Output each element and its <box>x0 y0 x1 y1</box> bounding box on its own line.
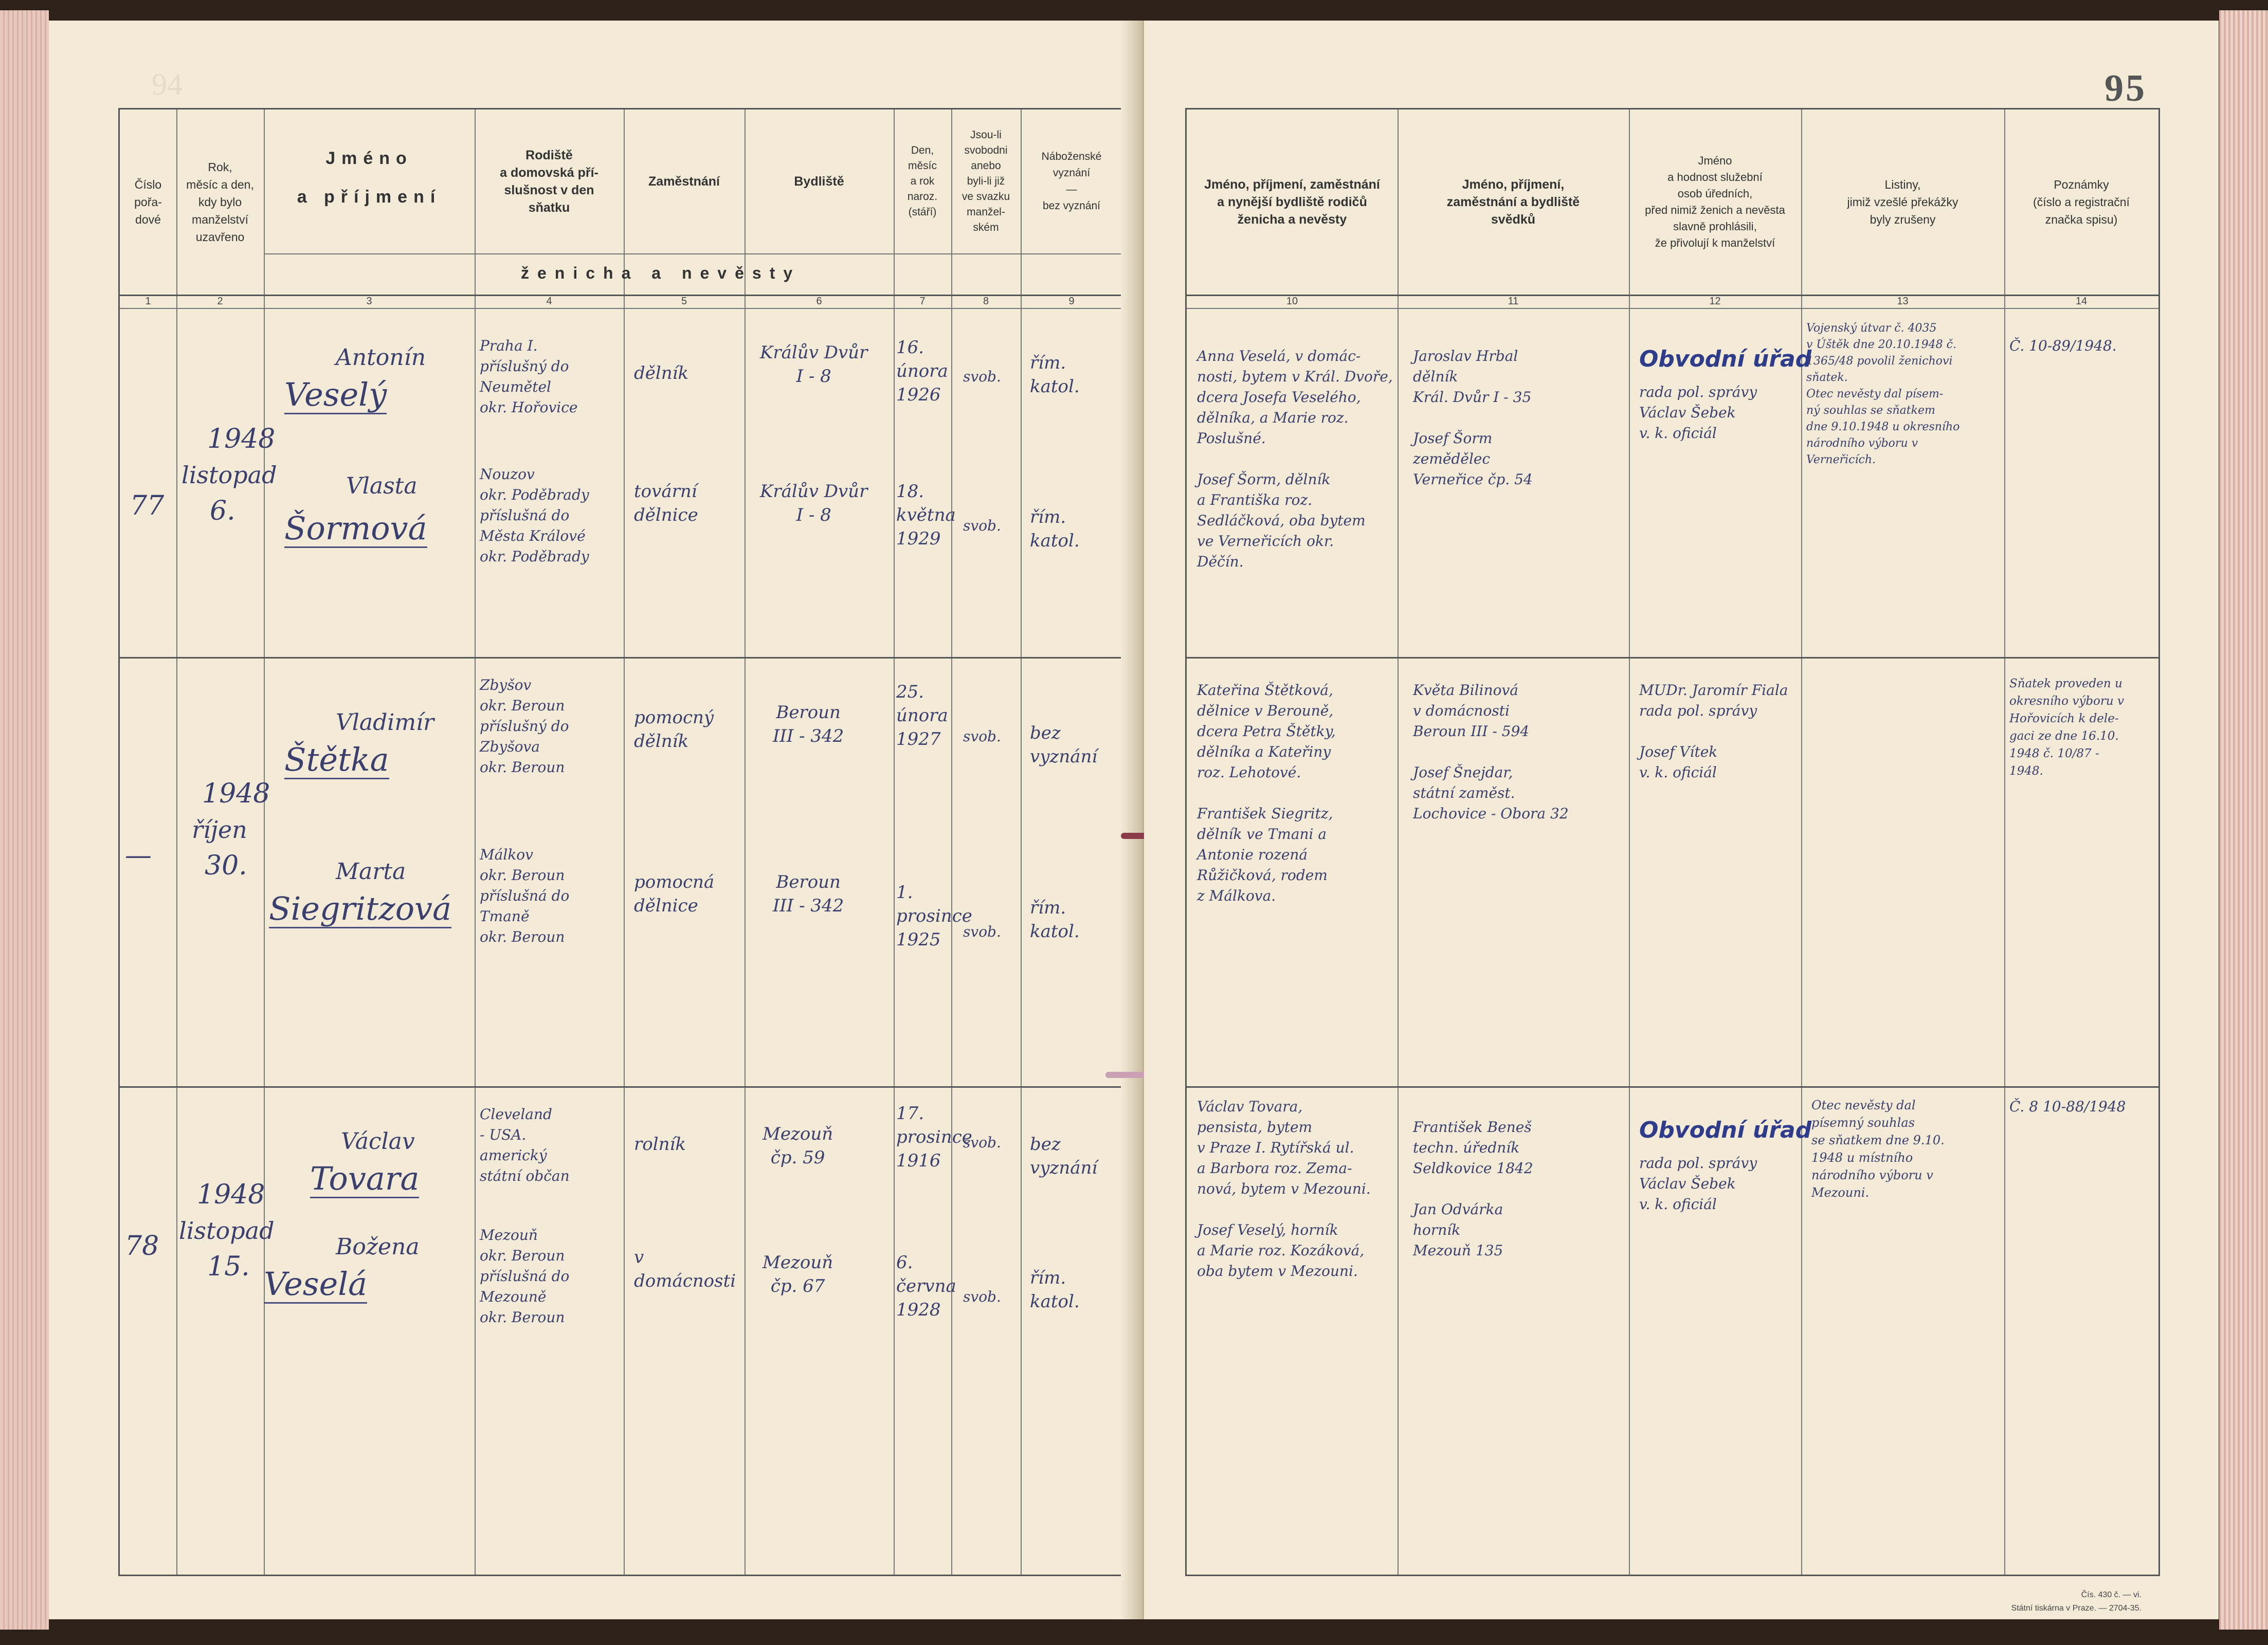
right-register-table <box>1185 108 2160 1576</box>
form-number: Čís. 430 č. — vi. <box>2081 1591 2142 1599</box>
entry-year: 1948 <box>202 778 270 809</box>
col-number: 8 <box>983 296 989 307</box>
bride-status: svob. <box>963 1288 1001 1305</box>
groom-birthdate: 17. prosince 1916 <box>896 1103 972 1171</box>
entry-day: 6. <box>210 496 235 526</box>
bride-status: svob. <box>963 517 1001 534</box>
col-header-residence: Bydliště <box>794 174 844 189</box>
groom-surname: Štětka <box>284 741 389 778</box>
groom-birthdate: 25. února 1927 <box>896 682 948 750</box>
groom-occupation: pomocný dělník <box>634 707 714 752</box>
col-header-religion: Náboženské vyznání — bez vyznání <box>1041 151 1102 212</box>
bride-first-name: Božena <box>336 1234 420 1260</box>
entry-day: 30. <box>205 850 247 881</box>
col-header-officials: Jméno a hodnost služební osob úředních, před nimiž ženich a nevěsta slavně prohlásili, že přivolují k manželství <box>1645 154 1785 249</box>
groom-residence: Mezouň čp. 59 <box>763 1124 833 1168</box>
left-page <box>49 21 1144 1619</box>
right-page-edges <box>2219 10 2268 1630</box>
subheader-groom-bride: ženicha a nevěsty <box>521 264 801 282</box>
left-register-table <box>118 108 1124 1576</box>
col-number: 10 <box>1286 296 1298 307</box>
groom-residence: Králův Dvůr I - 8 <box>760 342 868 387</box>
bride-residence: Králův Dvůr I - 8 <box>760 481 868 525</box>
groom-religion: řím. katol. <box>1030 353 1080 397</box>
bride-occupation: pomocná dělnice <box>634 872 715 916</box>
col-number: 2 <box>217 296 223 307</box>
bride-birthplace: Málkov okr. Beroun příslušná do Tmaně okr. Beroun <box>480 846 570 945</box>
groom-status: svob. <box>963 1134 1001 1151</box>
parents-info: Kateřina Štětková, dělnice v Berouně, dcera Petra Štětky, dělníka a Kateřiny roz. Lehotové. František Siegritz, dělník ve Tmani a Antonie rozená Růžičková, rodem z Málkova. <box>1197 682 1336 904</box>
col-number: 9 <box>1068 296 1075 307</box>
col-number: 13 <box>1897 296 1909 307</box>
official-info: rada pol. správy Václav Šebek v. k. oficiál <box>1639 1155 1757 1213</box>
groom-first-name: Vladimír <box>336 709 434 736</box>
documents-info: Otec nevěsty dal písemný souhlas se sňatkem dne 9.10. 1948 u místního národního výboru v Mezouni. <box>1811 1098 1945 1200</box>
col-header-surname: a příjmení <box>297 187 442 207</box>
bride-surname: Siegritzová <box>269 890 452 927</box>
entry-day: 15. <box>207 1251 250 1282</box>
notes-info: Č. 8 10-88/1948 <box>2009 1098 2126 1115</box>
col-number: 5 <box>681 296 687 307</box>
entry-month: říjen <box>192 816 247 844</box>
col-header-birthplace: Rodiště a domovská pří- slušnost v den sňatku <box>500 148 598 215</box>
parents-info: Václav Tovara, pensista, bytem v Praze I. Rytířská ul. a Barbora roz. Zema- nová, bytem v Mezouni. Josef Veselý, horník a Marie roz. Kozáková, oba bytem v Mezouni. <box>1197 1098 1371 1280</box>
printer-imprint <box>2011 1588 2142 1615</box>
bride-occupation: v domácnosti <box>634 1247 736 1291</box>
col-header-occupation: Zaměstnání <box>648 174 720 189</box>
groom-religion: bez vyznání <box>1030 1134 1098 1178</box>
col-number: 11 <box>1508 296 1519 307</box>
bride-occupation: tovární dělnice <box>634 481 698 525</box>
col-number: 7 <box>919 296 926 307</box>
col-header-birthdate: Den, měsíc a rok naroz. (stáří) <box>907 144 938 218</box>
col-header-order: Číslo pořa- dové <box>134 178 162 226</box>
bride-birthdate: 1. prosince 1925 <box>896 882 972 950</box>
entry-number: 77 <box>130 490 165 521</box>
official-info: MUDr. Jaromír Fiala rada pol. správy Josef Vítek v. k. oficiál <box>1639 682 1788 781</box>
groom-birthplace: Zbyšov okr. Beroun příslušný do Zbyšova okr. Beroun <box>480 677 569 776</box>
groom-birthplace: Praha I. příslušný do Neumětel okr. Hořovice <box>480 337 578 416</box>
entry-year: 1948 <box>197 1179 265 1210</box>
parents-info: Anna Veselá, v domác- nosti, bytem v Král. Dvoře, dcera Josefa Veselého, dělníka, a Marie roz. Poslušné. Josef Šorm, dělník a Františka roz. Sedláčková, oba bytem ve Verneřicích okr. Děčín. <box>1197 348 1393 570</box>
page-number: 95 <box>2104 67 2147 109</box>
groom-surname: Veselý <box>284 376 387 413</box>
witnesses-info: Květa Bilinová v domácnosti Beroun III - 594 Josef Šnejdar, státní zaměst. Lochovice - Obora 32 <box>1413 682 1569 822</box>
bleedthrough-number: 94 <box>152 67 183 101</box>
groom-first-name: Václav <box>341 1128 415 1155</box>
official-stamp: Obvodní úřad <box>1639 346 1812 372</box>
bride-religion: řím. katol. <box>1030 507 1080 551</box>
col-header-parents: Jméno, příjmení, zaměstnání a nynější bydliště rodičů ženicha a nevěsty <box>1204 177 1380 227</box>
col-header-notes: Poznámky (číslo a registrační značka spisu) <box>2033 178 2130 226</box>
bride-birthdate: 6. června 1928 <box>896 1252 956 1320</box>
groom-birthdate: 16. února 1926 <box>896 337 948 405</box>
notes-info: Sňatek proveden u okresního výboru v Hořovicích k dele- gaci ze dne 16.10. 1948 č. 10/87 - 1948. <box>2009 677 2125 778</box>
groom-occupation: rolník <box>634 1134 686 1155</box>
col-number: 6 <box>816 296 822 307</box>
bride-status: svob. <box>963 923 1001 940</box>
groom-first-name: Antonín <box>336 344 426 371</box>
bride-residence: Mezouň čp. 67 <box>763 1252 833 1296</box>
bride-surname: Veselá <box>264 1265 368 1303</box>
col-header-marital-status: Jsou-li svobodni anebo byli-li již ve svazku manžel- ském <box>961 129 1010 233</box>
col-number: 4 <box>546 296 552 307</box>
col-header-documents: Listiny, jimiž vzešlé překážky byly zrušeny <box>1847 178 1958 226</box>
witnesses-info: Jaroslav Hrbal dělník Král. Dvůr I - 35 Josef Šorm zemědělec Verneřice čp. 54 <box>1413 348 1533 488</box>
bride-birthplace: Nouzov okr. Poděbrady příslušná do Města Králové okr. Poděbrady <box>480 466 589 565</box>
bride-religion: řím. katol. <box>1030 898 1080 942</box>
entry-number: 78 <box>125 1231 159 1262</box>
entry-number: — <box>125 840 152 871</box>
official-stamp: Obvodní úřad <box>1639 1117 1812 1143</box>
entry-month: listopad <box>179 1217 275 1245</box>
groom-status: svob. <box>963 728 1001 745</box>
bride-birthdate: 18. května 1929 <box>896 481 956 549</box>
left-page-edges <box>0 10 49 1630</box>
groom-status: svob. <box>963 368 1001 385</box>
col-number: 12 <box>1709 296 1721 307</box>
printer-name: Státní tiskárna v Praze. — 2704-35. <box>2011 1604 2142 1613</box>
col-header-marriage-date: Rok, měsíc a den, kdy bylo manželství uzavřeno <box>186 160 254 244</box>
col-number: 1 <box>145 296 151 307</box>
groom-residence: Beroun III - 342 <box>773 702 844 746</box>
col-number: 3 <box>366 296 372 307</box>
notes-info: Č. 10-89/1948. <box>2009 337 2117 354</box>
col-header-name: Jméno <box>325 149 413 168</box>
bride-residence: Beroun III - 342 <box>773 872 844 916</box>
groom-occupation: dělník <box>634 363 689 383</box>
col-header-witnesses: Jméno, příjmení, zaměstnání a bydliště svědků <box>1446 177 1580 227</box>
col-number: 14 <box>2075 296 2088 307</box>
entry-month: listopad <box>182 461 277 489</box>
official-info: rada pol. správy Václav Šebek v. k. oficiál <box>1639 383 1757 442</box>
groom-birthplace: Cleveland - USA. americký státní občan <box>480 1106 570 1184</box>
witnesses-info: František Beneš techn. úředník Seldkovice 1842 Jan Odvárka horník Mezouň 135 <box>1413 1119 1533 1259</box>
groom-religion: bez vyznání <box>1030 723 1098 767</box>
bride-first-name: Marta <box>336 858 406 885</box>
bride-religion: řím. katol. <box>1030 1268 1080 1312</box>
bride-surname: Šormová <box>284 509 427 547</box>
bride-birthplace: Mezouň okr. Beroun příslušná do Mezouně okr. Beroun <box>480 1227 570 1326</box>
right-page <box>1144 21 2219 1619</box>
documents-info: Vojenský útvar č. 4035 v Úštěk dne 20.10.1948 č. 1365/48 povolil ženichovi sňatek. Otec nevěsty dal písem- ný souhlas se sňatkem dne 9.10.1948 u okresního národního výboru v Verneřicích. <box>1806 322 1960 466</box>
entry-year: 1948 <box>207 424 276 454</box>
bride-first-name: Vlasta <box>346 473 418 499</box>
groom-surname: Tovara <box>310 1160 420 1197</box>
